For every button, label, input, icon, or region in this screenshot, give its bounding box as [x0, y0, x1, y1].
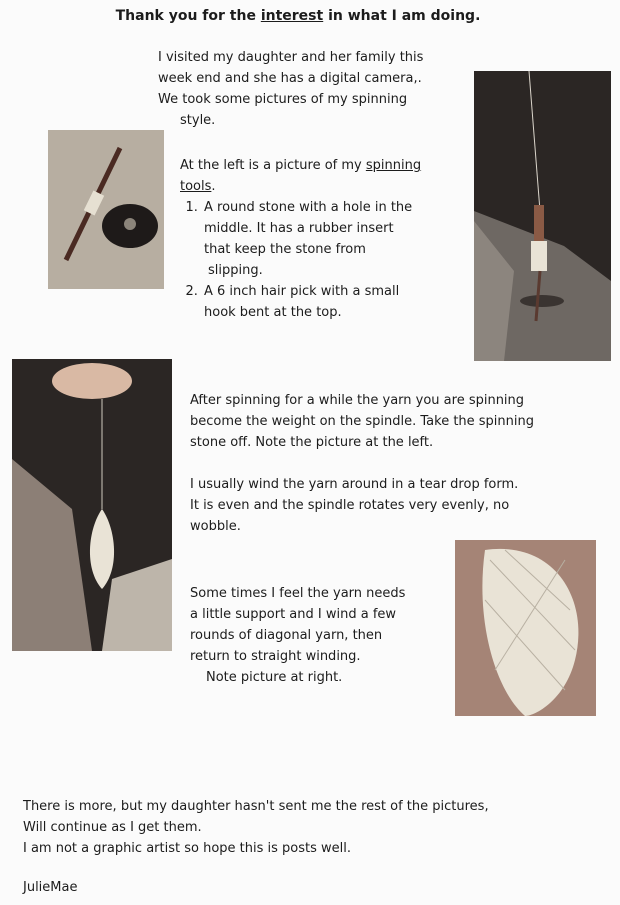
title-underlined-word: interest [260, 8, 324, 24]
list-item: 1. A round stone with a hole in the middle. It has a rubber insert that keep the stone from slipping. [202, 197, 470, 281]
spinning-text: After spinning for a while the yarn you are spinning become the weight on the spindle. Take the spinning stone off. Note the picture at the left. I usually wind the yarn around in a tear drop form. It is even and the spindle rotates very evenly, no wobble. [190, 393, 535, 534]
page-title: Thank you for the interest in what I am doing. [115, 8, 481, 24]
tools-text: At the left is a picture of my spinning tools. 1. A round stone with a hole in the middle. It has a rubber insert that keep the stone from slipping. 2. A 6 inch hair pick with a small hook bent at the top. [180, 155, 470, 323]
support-text: Some times I feel the yarn needs a little support and I wind a few rounds of diagonal yarn, then return to straight winding. Note picture at right. [190, 586, 406, 685]
photo-spinning-tools [48, 130, 164, 289]
photo-yarn-weight [12, 359, 172, 651]
closing-text: There is more, but my daughter hasn't sent me the rest of the pictures, Will continue as I get them. I am not a graphic artist so hope this is posts well. [23, 799, 489, 856]
signature: JulieMae [23, 880, 78, 895]
photo-spindle-hanging [474, 71, 611, 361]
intro-text: I visited my daughter and her family this week end and she has a digital camera,. We took some pictures of my spinning style. [158, 50, 424, 128]
tools-list [180, 197, 470, 323]
photo-diagonal-yarn [455, 540, 596, 716]
list-item: 2. A 6 inch hair pick with a small hook bent at the top. [202, 281, 470, 323]
